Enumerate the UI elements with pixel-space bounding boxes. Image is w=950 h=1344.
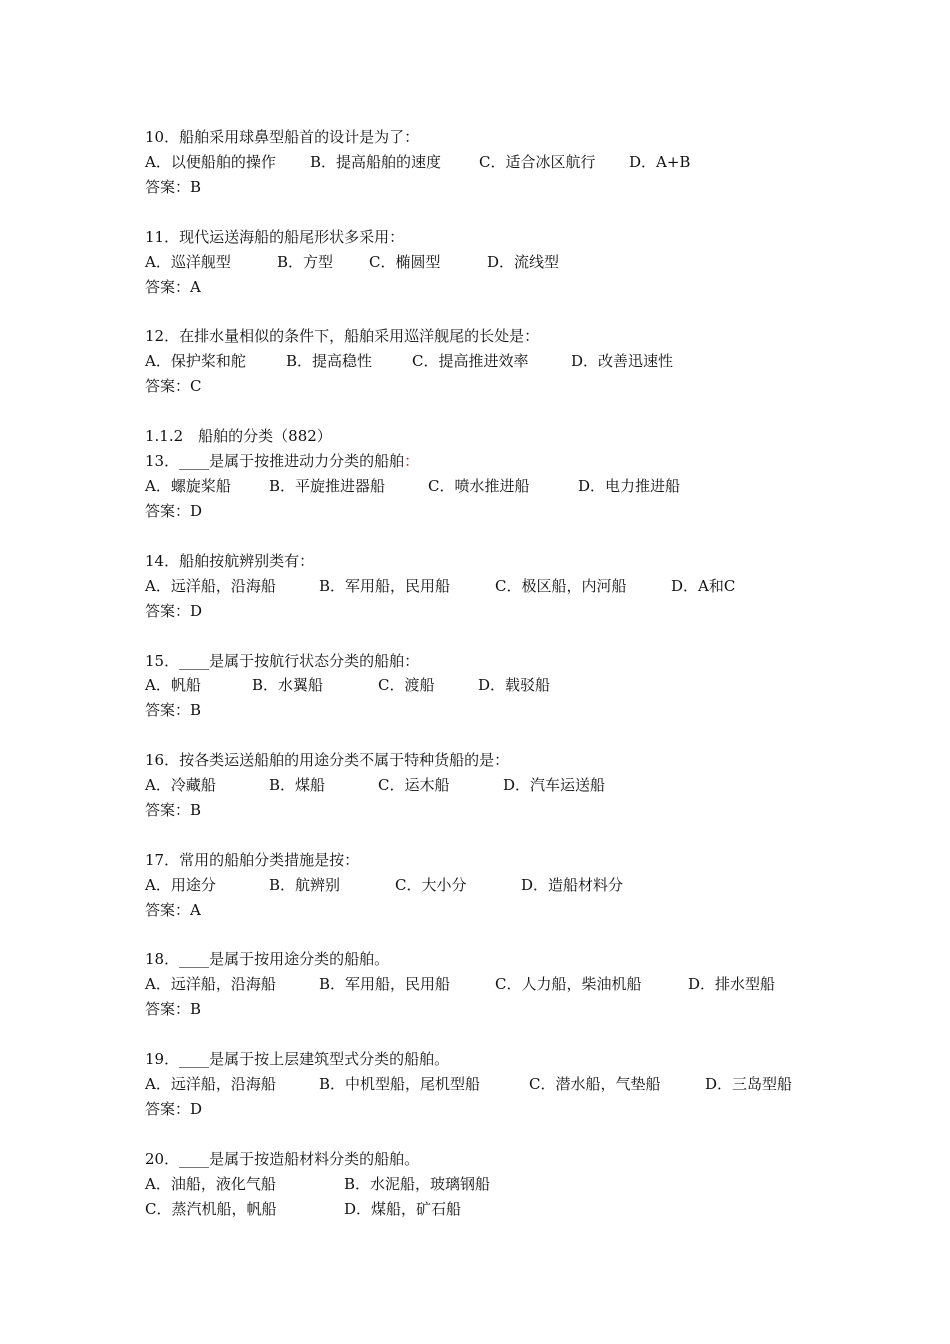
question-18-answer: 答案：B bbox=[145, 1000, 202, 1018]
question-13-stem bbox=[145, 449, 419, 473]
question-17-option-d: D．造船材料分 bbox=[521, 876, 624, 894]
question-16-option-c: C．运木船 bbox=[378, 776, 450, 794]
question-10-option-b: B．提高船舶的速度 bbox=[310, 153, 442, 171]
question-17-answer: 答案：A bbox=[145, 901, 201, 919]
question-19-option-c: C．潜水船，气垫船 bbox=[529, 1075, 661, 1093]
section-heading: 1.1.2 船舶的分类（882） bbox=[145, 427, 332, 445]
question-20-option-b: B．水泥船，玻璃钢船 bbox=[344, 1175, 491, 1193]
question-19-option-a: A．远洋船，沿海船 bbox=[145, 1075, 276, 1093]
question-20-stem: 20．____是属于按造船材料分类的船舶。 bbox=[145, 1150, 420, 1168]
question-15-option-b: B．水翼船 bbox=[252, 676, 324, 694]
question-18-option-d: D．排水型船 bbox=[688, 975, 776, 993]
question-10-stem: 10．船舶采用球鼻型船首的设计是为了： bbox=[145, 128, 420, 146]
question-19-answer: 答案：D bbox=[145, 1100, 203, 1118]
question-11-option-b: B．方型 bbox=[277, 253, 334, 271]
question-16-option-b: B．煤船 bbox=[269, 776, 326, 794]
question-19-option-b: B．中机型船，尾机型船 bbox=[319, 1075, 481, 1093]
question-16-stem: 16．按各类运送船舶的用途分类不属于特种货船的是： bbox=[145, 751, 510, 769]
question-17-option-a: A．用途分 bbox=[145, 876, 216, 894]
question-17-option-c: C．大小分 bbox=[395, 876, 467, 894]
question-20-option-d: D．煤船，矿石船 bbox=[344, 1200, 462, 1218]
question-18-option-a: A．远洋船，沿海船 bbox=[145, 975, 276, 993]
question-11-answer: 答案：A bbox=[145, 278, 201, 296]
question-10-answer: 答案：B bbox=[145, 178, 202, 196]
question-14-option-c: C．极区船，内河船 bbox=[495, 577, 627, 595]
question-19-stem: 19．____是属于按上层建筑型式分类的船舶。 bbox=[145, 1050, 450, 1068]
question-13-option-b: B．平旋推进器船 bbox=[269, 477, 386, 495]
question-13-stem-suffix: ： bbox=[404, 452, 420, 470]
question-11-option-c: C．椭圆型 bbox=[369, 253, 441, 271]
question-17-stem: 17．常用的船舶分类措施是按： bbox=[145, 851, 360, 869]
question-12-option-c: C．提高推进效率 bbox=[412, 352, 529, 370]
question-13-answer: 答案：D bbox=[145, 502, 203, 520]
question-15-option-c: C．渡船 bbox=[378, 676, 435, 694]
question-15-option-d: D．载驳船 bbox=[478, 676, 551, 694]
question-13-option-a: A．螺旋桨船 bbox=[145, 477, 231, 495]
question-18-stem: 18．____是属于按用途分类的船舶。 bbox=[145, 950, 390, 968]
question-15-option-a: A．帆船 bbox=[145, 676, 201, 694]
question-17-option-b: B．航辨别 bbox=[269, 876, 341, 894]
question-12-stem: 12．在排水量相似的条件下，船舶采用巡洋舰尾的长处是： bbox=[145, 327, 540, 345]
question-16-option-a: A．冷藏船 bbox=[145, 776, 216, 794]
question-13-stem-text: 13．____是属于按推进动力分类的船舶 bbox=[145, 452, 405, 470]
question-12-answer: 答案：C bbox=[145, 377, 202, 395]
question-15-answer: 答案：B bbox=[145, 701, 202, 719]
question-14-option-b: B．军用船，民用船 bbox=[319, 577, 451, 595]
question-18-option-c: C．人力船，柴油机船 bbox=[495, 975, 642, 993]
question-12-option-a: A．保护桨和舵 bbox=[145, 352, 246, 370]
question-19-option-d: D．三岛型船 bbox=[705, 1075, 793, 1093]
question-11-option-a: A．巡洋舰型 bbox=[145, 253, 231, 271]
question-16-answer: 答案：B bbox=[145, 801, 202, 819]
question-18-option-b: B．军用船，民用船 bbox=[319, 975, 451, 993]
question-12-option-d: D．改善迅速性 bbox=[571, 352, 674, 370]
question-16-option-d: D．汽车运送船 bbox=[503, 776, 606, 794]
question-11-stem: 11．现代运送海船的船尾形状多采用： bbox=[145, 228, 405, 246]
question-10-option-d: D．A+B bbox=[629, 153, 691, 171]
question-11-option-d: D．流线型 bbox=[487, 253, 560, 271]
question-20-option-a: A．油船，液化气船 bbox=[145, 1175, 276, 1193]
question-15-stem: 15．____是属于按航行状态分类的船舶： bbox=[145, 652, 420, 670]
question-10-option-a: A．以便船舶的操作 bbox=[145, 153, 276, 171]
question-14-answer: 答案：D bbox=[145, 602, 203, 620]
question-12-option-b: B．提高稳性 bbox=[286, 352, 373, 370]
question-13-option-d: D．电力推进船 bbox=[578, 477, 681, 495]
question-14-option-a: A．远洋船，沿海船 bbox=[145, 577, 276, 595]
question-20-option-c: C．蒸汽机船，帆船 bbox=[145, 1200, 277, 1218]
question-13-option-c: C．喷水推进船 bbox=[428, 477, 530, 495]
question-14-option-d: D．A和C bbox=[671, 577, 736, 595]
question-10-option-c: C．适合冰区航行 bbox=[479, 153, 596, 171]
question-14-stem: 14．船舶按航辨别类有： bbox=[145, 552, 315, 570]
